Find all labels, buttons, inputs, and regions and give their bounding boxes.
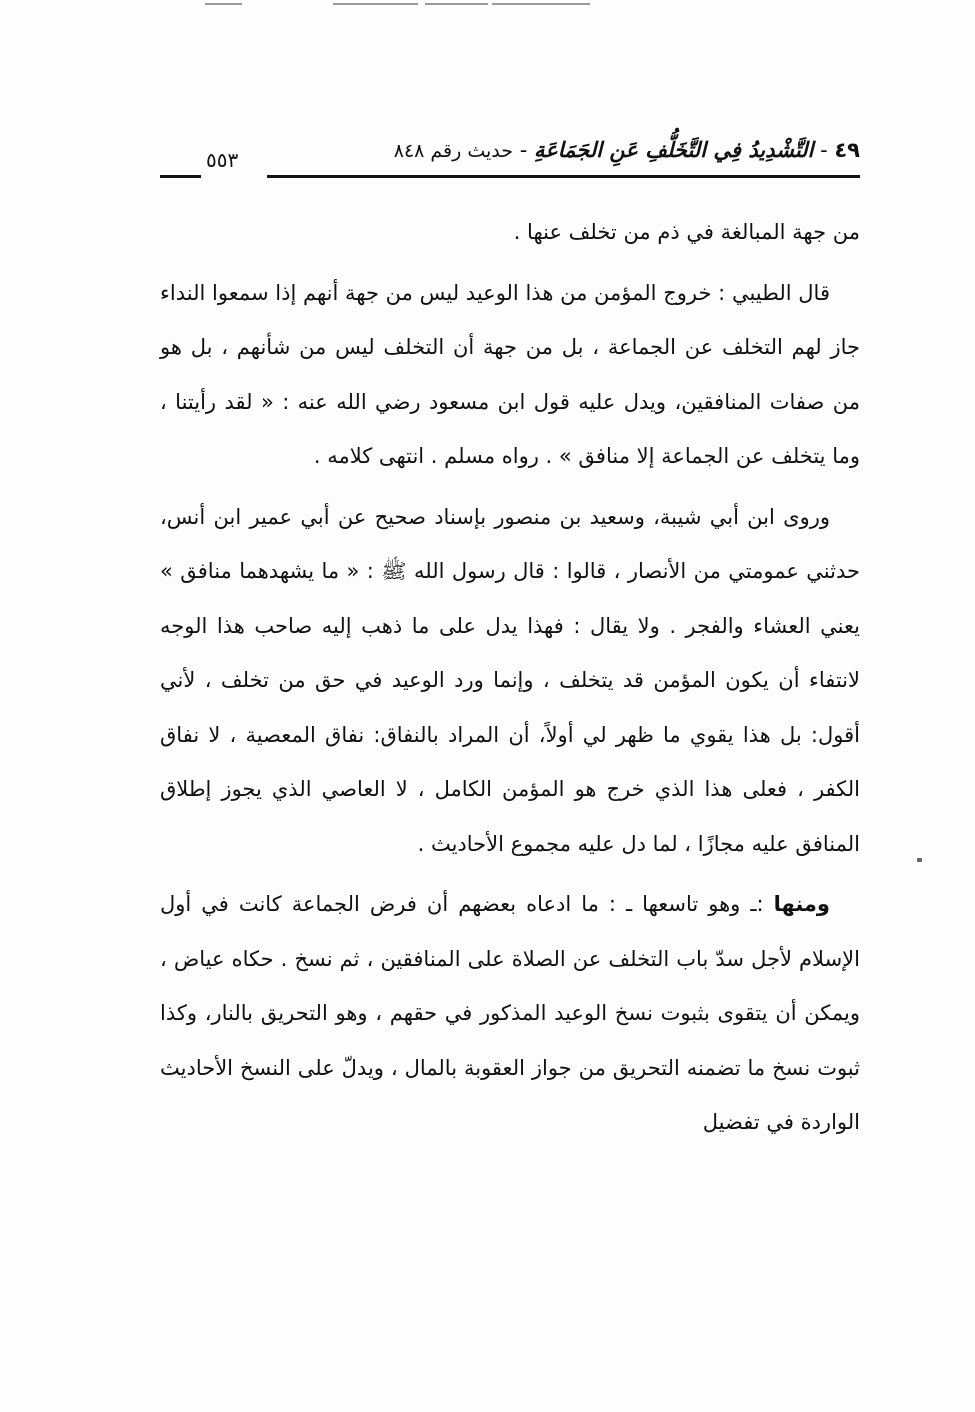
- scan-mark: [492, 3, 590, 5]
- lead-word: ومنها: [773, 892, 830, 916]
- hadith-reference: حديث رقم ٨٤٨: [393, 140, 514, 162]
- main-text: [160, 205, 860, 1156]
- running-header: [160, 128, 860, 188]
- chapter-title: التَّشْدِيدُ فِي التَّخَلُّفِ عَنِ الجَمَاعَةِ: [533, 138, 814, 162]
- header-title: ٤٩ - التَّشْدِيدُ فِي التَّخَلُّفِ عَنِ الجَمَاعَةِ - حديث رقم ٨٤٨: [393, 138, 860, 162]
- header-rule: [267, 175, 860, 178]
- paragraph: وروى ابن أبي شيبة، وسعيد بن منصور بإسناد صحيح عن أبي عمير ابن أنس، حدثني عمومتي من الأنصار ، قالوا : قال رسول الله ﷺ : « ما يشهدهما منافق » يعني العشاء والفجر . ولا يقال : فهذا يدل على ما ذهب إليه صاحب هذا الوجه لانتفاء أن يكون المؤمن قد يتخلف ، وإنما ورد الوعيد في حق من تخلف ، لأني أقول: بل هذا يقوي ما ظهر لي أولاً، أن المراد بالنفاق: نفاق المعصية ، لا نفاق الكفر ، فعلى هذا الذي خرج هو المؤمن الكامل ، لا العاصي الذي يجوز إطلاق المنافق عليه مجازًا ، لما دل عليه مجموع الأحاديث .: [160, 504, 860, 856]
- scan-mark: [333, 3, 418, 5]
- page-number: ٥٥٣: [206, 148, 239, 172]
- scan-mark: [205, 3, 242, 5]
- scan-mark: [425, 3, 488, 5]
- scan-speck: [917, 858, 922, 862]
- page-number-rule: [160, 175, 201, 178]
- paragraph-body: :ـ وهو تاسعها ـ : ما ادعاه بعضهم أن فرض الجماعة كانت في أول الإسلام لأجل سدّ باب التخلف عن الصلاة على المنافقين ، ثم نسخ . حكاه عياض ، ويمكن أن يتقوى بثبوت نسخ الوعيد المذكور في حقهم ، وهو التحريق بالنار، وكذا ثبوت نسخ ما تضمنه التحريق من جواز العقوبة بالمال ، ويدلّ على النسخ الأحاديث الواردة في تفضيل: [160, 892, 860, 1134]
- chapter-number: ٤٩: [834, 138, 860, 162]
- paragraph: [160, 877, 860, 1150]
- paragraph: قال الطيبي : خروج المؤمن من هذا الوعيد ليس من جهة أنهم إذا سمعوا النداء جاز لهم التخلف عن الجماعة ، بل من جهة أن التخلف ليس من شأنهم ، بل هو من صفات المنافقين، ويدل عليه قول ابن مسعود رضي الله عنه : « لقد رأيتنا ، وما يتخلف عن الجماعة إلا منافق » . رواه مسلم . انتهى كلامه .: [160, 280, 860, 468]
- scan-edge-marks: [0, 0, 975, 12]
- paragraph: من جهة المبالغة في ذم من تخلف عنها .: [513, 220, 860, 244]
